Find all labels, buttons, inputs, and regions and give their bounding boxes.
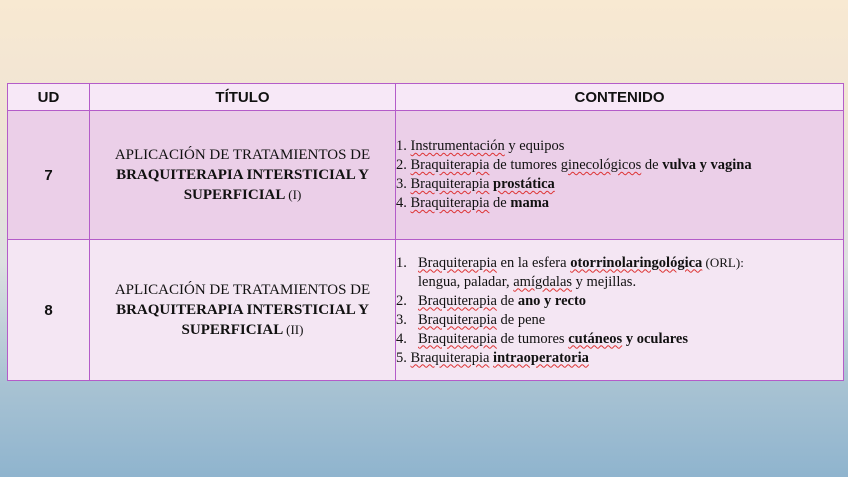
- title-line: BRAQUITERAPIA INTERSTICIAL Y: [116, 302, 369, 318]
- title-suffix: (I): [288, 187, 302, 202]
- list-item: 1. Braquiterapia en la esfera otorrinolaringológica (ORL):: [396, 254, 744, 271]
- title-line: APLICACIÓN DE TRATAMIENTOS DE: [114, 147, 371, 163]
- unit-title: [90, 111, 396, 240]
- list-item: 3. Braquiterapia prostática: [396, 176, 555, 192]
- units-table: [7, 83, 844, 381]
- list-item: 4. Braquiterapia de tumores cutáneos y oculares: [396, 330, 688, 347]
- header-titulo: TÍTULO: [90, 84, 396, 111]
- list-item: 4. Braquiterapia de mama: [396, 195, 550, 211]
- list-item: 2. Braquiterapia de tumores ginecológicos de vulva y vagina: [396, 157, 752, 173]
- ud-number: 7: [8, 111, 90, 240]
- list-item: 3. Braquiterapia de pene: [396, 311, 546, 328]
- unit-title: [90, 240, 396, 381]
- list-item: 1. Instrumentación y equipos: [396, 138, 565, 154]
- list-item: 2. Braquiterapia de ano y recto: [396, 292, 587, 309]
- title-line: APLICACIÓN DE TRATAMIENTOS DE: [114, 282, 371, 298]
- list-item-continuation: lengua, paladar, amígdalas y mejillas.: [418, 273, 637, 290]
- header-contenido: CONTENIDO: [396, 84, 844, 111]
- list-item: 5. Braquiterapia intraoperatoria: [396, 349, 589, 366]
- ud-number: 8: [8, 240, 90, 381]
- table-header-row: [8, 84, 844, 111]
- unit-content: [396, 240, 844, 381]
- title-suffix: (II): [286, 322, 304, 337]
- title-line: BRAQUITERAPIA INTERSTICIAL Y: [116, 167, 369, 183]
- header-ud: UD: [8, 84, 90, 111]
- title-line: SUPERFICIAL (II): [181, 322, 304, 338]
- table-row: [8, 240, 844, 381]
- unit-content: [396, 111, 844, 240]
- title-line: SUPERFICIAL (I): [183, 187, 302, 203]
- table-row: [8, 111, 844, 240]
